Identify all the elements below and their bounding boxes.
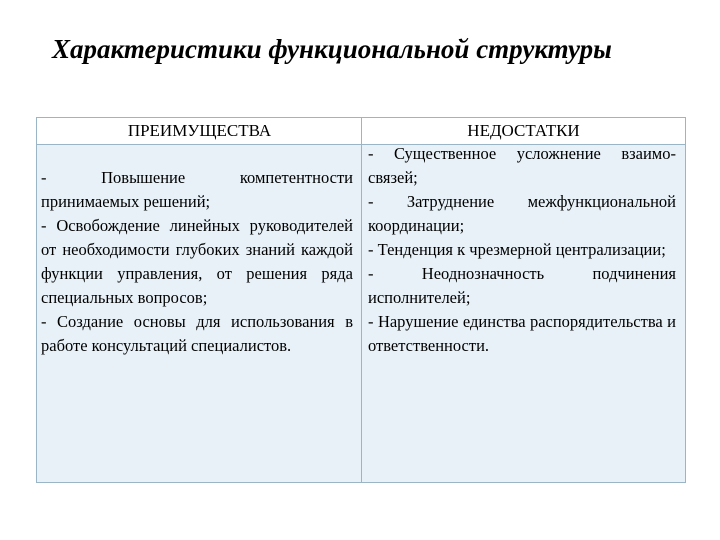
advantage-item-2: - Освобождение линейных руководителей от необходимости глубоких знаний каждой функции управления, от решения ряда специальных вопросов; [41,216,353,307]
comparison-table [36,117,686,483]
header-disadvantages: НЕДОСТАТКИ [467,121,580,140]
disadvantage-item-5: - Нарушение единства распорядительства и ответственности. [368,312,676,355]
header-advantages: ПРЕИМУЩЕСТВА [127,121,272,140]
page-title: Характеристики функциональной структуры [52,34,612,64]
advantages-cell [41,166,353,358]
disadvantage-item-3: - Тенденция к чрезмерной централизации; [368,240,666,259]
disadvantage-item-1: - Существенное усложнение взаимо-связей; [368,144,676,187]
disadvantages-cell [368,142,676,358]
column-divider [361,118,362,482]
disadvantage-item-2: - Затруднение межфункциональной координации; [368,192,676,235]
disadvantage-item-4: - Неоднозначность подчинения исполнителей; [368,264,676,307]
advantage-item-3: - Создание основы для использования в работе консультаций специалистов. [41,312,353,355]
advantage-item-1: - Повышение компетентности принимаемых решений; [41,168,353,211]
